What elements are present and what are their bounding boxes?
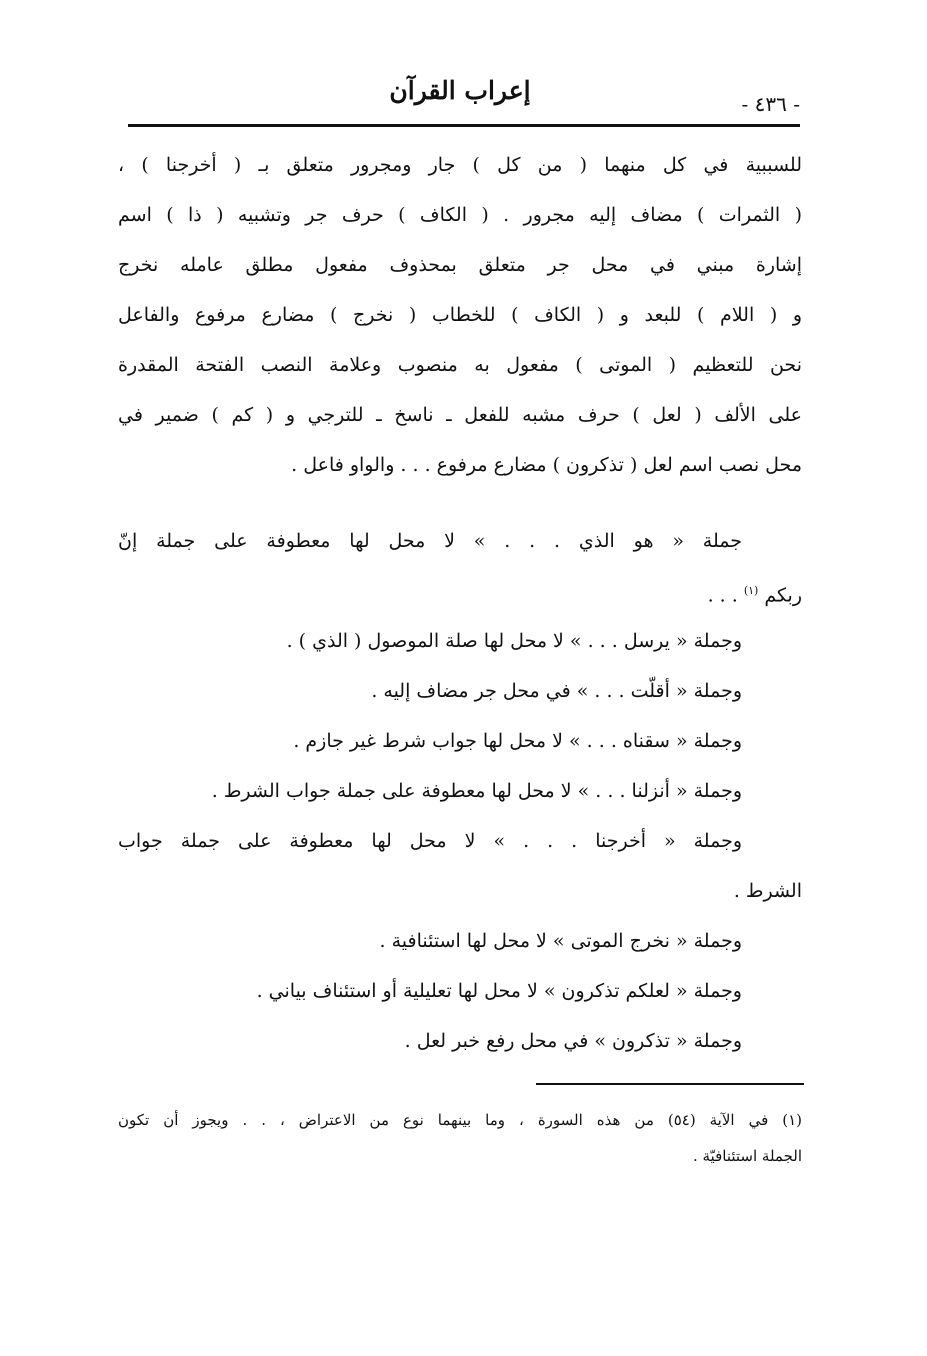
sentence-line: وجملة « أنزلنا . . . » لا محل لها معطوفة على جملة جواب الشرط . <box>211 780 742 802</box>
sentence-line <box>118 566 802 616</box>
sentence-list <box>118 516 802 1066</box>
main-text <box>118 140 802 1066</box>
paragraph-line: على الألف ( لعل ) حرف مشبه للفعل ـ ناسخ ـ للترجي و ( كم ) ضمير في <box>118 404 802 426</box>
sentence-line: الشرط . <box>733 880 802 902</box>
sentence-line: وجملة « أخرجنا . . . » لا محل لها معطوفة على جملة جواب <box>118 830 742 852</box>
page-header <box>120 70 800 126</box>
page-number: - ٤٣٦ - <box>741 92 800 116</box>
header-rule <box>128 124 800 127</box>
footnote-separator <box>536 1083 804 1085</box>
footnote-reference[interactable]: (١) <box>743 584 759 597</box>
sentence-tail: . . . <box>707 584 744 607</box>
sentence-line: جملة « هو الذي . . . » لا محل لها معطوفة على جملة إنّ <box>118 530 742 552</box>
sentence-line: وجملة « أقلّت . . . » في محل جر مضاف إليه . <box>371 680 742 702</box>
sentence-line: وجملة « يرسل . . . » لا محل لها صلة الموصول ( الذي ) . <box>286 630 742 652</box>
paragraph-line: نحن للتعظيم ( الموتى ) مفعول به منصوب وعلامة النصب الفتحة المقدرة <box>118 354 802 376</box>
sentence-text: ربكم <box>764 584 802 607</box>
footnote <box>118 1102 802 1174</box>
sentence-line: وجملة « تذكرون » في محل رفع خبر لعل . <box>404 1030 742 1052</box>
grammar-paragraph <box>118 140 802 490</box>
paragraph-line: و ( اللام ) للبعد و ( الكاف ) للخطاب ( نخرج ) مضارع مرفوع والفاعل <box>118 304 802 326</box>
footnote-line: الجملة استئنافيّة . <box>692 1147 802 1165</box>
paragraph-line: للسببية في كل منهما ( من كل ) جار ومجرور متعلق بـ ( أخرجنا ) ، <box>118 154 802 176</box>
sentence-line: وجملة « سقناه . . . » لا محل لها جواب شرط غير جازم . <box>293 730 742 752</box>
sentence-line: وجملة « لعلكم تذكرون » لا محل لها تعليلية أو استئناف بياني . <box>256 980 742 1002</box>
paragraph-line: ( الثمرات ) مضاف إليه مجرور . ( الكاف ) حرف جر وتشبيه ( ذا ) اسم <box>118 204 802 226</box>
paragraph-gap <box>118 490 802 516</box>
running-title: إعراب القرآن <box>389 76 531 105</box>
paragraph-line: محل نصب اسم لعل ( تذكرون ) مضارع مرفوع . . . والواو فاعل . <box>291 454 802 476</box>
paragraph-line: إشارة مبني في محل جر متعلق بمحذوف مفعول مطلق عامله نخرج <box>118 254 802 276</box>
sentence-line: وجملة « نخرج الموتى » لا محل لها استئنافية . <box>379 930 742 952</box>
footnote-line: (١) في الآية (٥٤) من هذه السورة ، وما بينهما نوع من الاعتراض ، . . ويجوز أن تكون <box>118 1111 802 1129</box>
